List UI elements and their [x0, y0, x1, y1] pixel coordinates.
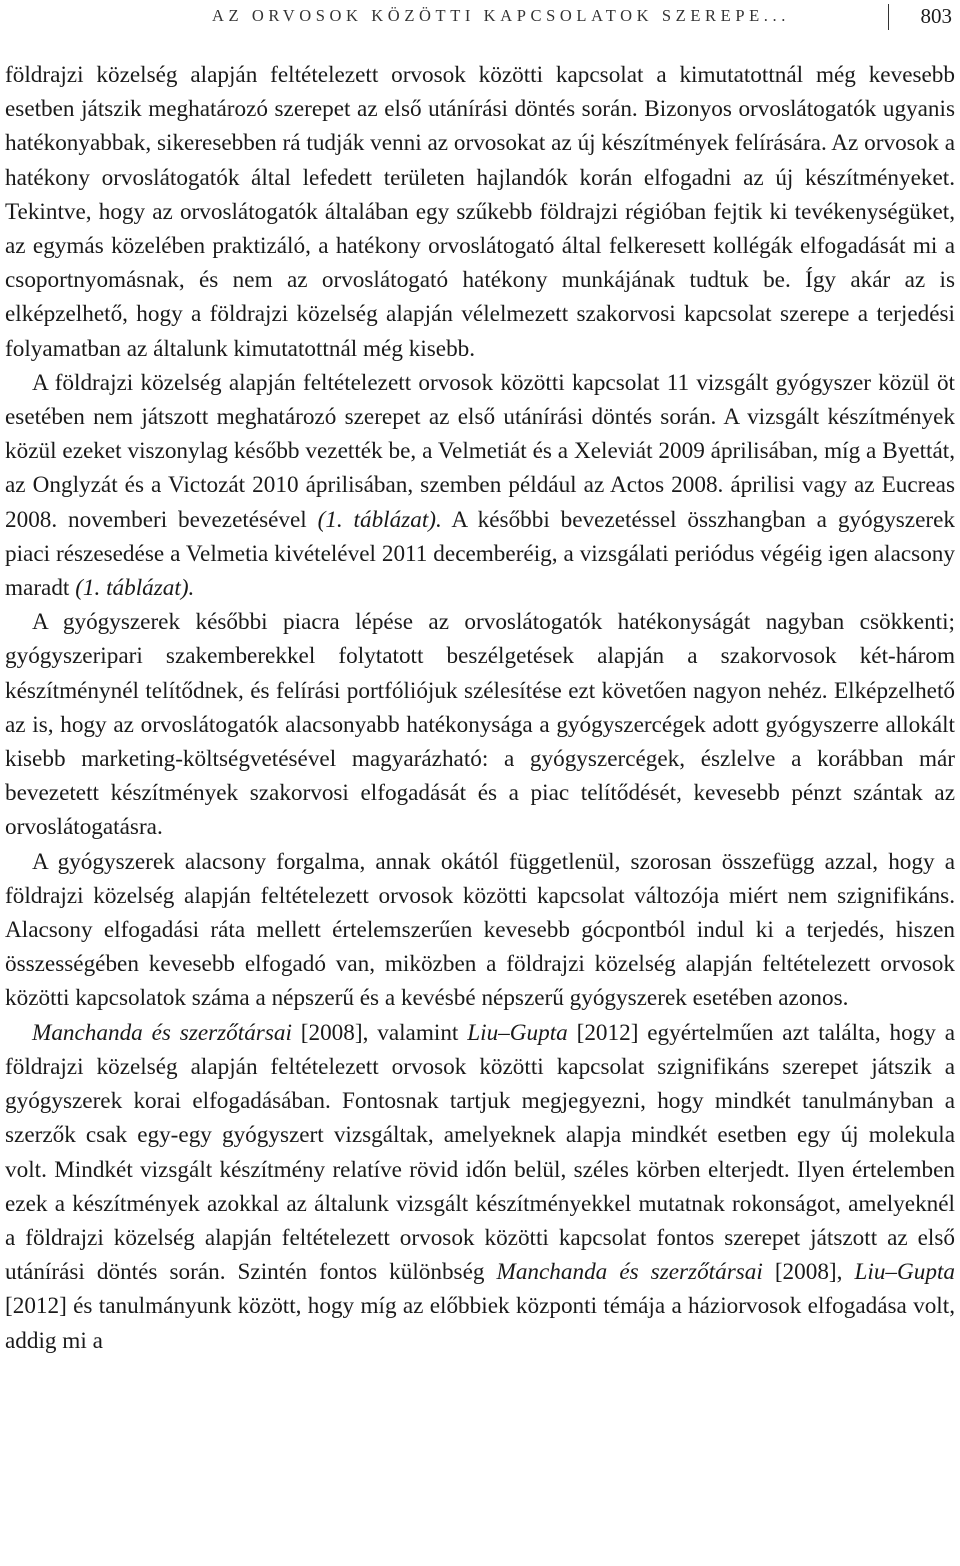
running-title: AZ ORVOSOK KÖZÖTTI KAPCSOLATOK SZEREPE... [212, 6, 790, 25]
citation-author: Manchanda és szerzőtársai [32, 1019, 292, 1046]
paragraph [5, 845, 955, 1016]
running-head [212, 4, 952, 30]
text-run: A gyógyszerek alacsony forgalma, annak okától függetlenül, szorosan összefügg azzal, hogy a földrajzi közelség alapján feltételezett orvosok közötti kapcsolat változója miért nem szignifikáns. Alacsony elfogadási ráta mellett értelemszerűen kevesebb gócpontból indul ki a terjedés, hiszen összességében kevesebb elfogadó van, miközben a földrajzi közelség alapján feltételezett orvosok közötti kapcsolatok száma a népszerű és a kevésbé népszerű gyógyszerek esetében azonos. [5, 848, 955, 1012]
text-run: A későbbi bevezetéssel összhangban a gyógyszerek piaci részesedése a Velmetia kivételével 2011 decemberéig, a vizsgálati periódus végéig igen alacsony maradt [5, 506, 955, 602]
text-run: [2012] és tanulmányunk között, hogy míg az előbbiek központi témája a háziorvosok elfogadása volt, addig mi a [5, 1293, 955, 1354]
text-run: A gyógyszerek későbbi piacra lépése az orvoslátogatók hatékonyságát nagyban csökkenti; gyógyszeripari szakemberekkel folytatott beszélgetések alapján a szakorvosok két-három készítménynél telítődnek, és felírási portfóliójuk szélesítése ezt követően nagyon nehéz. Elképzelhető az is, hogy az orvoslátogatók alacsonyabb hatékonysága a gyógyszercégek adott gyógyszerre allokált kisebb marketing-költségvetésével magyarázható: a gyógyszercégek, észlelve a korábban már bevezetett készítmények szakorvosi elfogadását és a piac telítődését, kevesebb pénzt szántak az orvoslátogatásra. [5, 609, 955, 841]
text-run: földrajzi közelség alapján feltételezett orvosok közötti kapcsolat a kimutatottnál még kevesebb esetben játszik meghatározó szerepet az első utánírási döntés során. Bizonyos orvoslátogatók ugyanis hatékonyabbak, sikeresebben rá tudják venni az orvosokat az új készítmények felírására. Az orvosok a hatékony orvoslátogatók által lefedett területen hajlandók korán elfogadni az új készítményeket. Tekintve, hogy az orvoslátogatók általában egy szűkebb földrajzi régióban fejtik ki tevékenységüket, az egymás közelében praktizáló, a hatékony orvoslátogató által felkeresett kollégák elfogadását mi a csoportnyomásnak, és nem az orvoslátogató hatékony munkájának tudtuk be. Így akár az is elképzelhető, hogy a földrajzi közelség alapján vélelmezett szakorvosi kapcsolat szerepe a terjedési folyamatban az általunk kimutatottnál még kisebb. [5, 62, 955, 362]
paragraph [5, 58, 955, 366]
text-run: [2008], [762, 1259, 855, 1286]
text-run: [2008], valamint [291, 1019, 468, 1046]
text-run: A földrajzi közelség alapján feltételezett orvosok közötti kapcsolat 11 vizsgált gyógyszer közül öt esetében nem játszott meghatározó szerepet az első utánírási döntés során. A vizsgált készítmények közül ezeket viszonylag később vezették be, a Velmetiát és a Xeleviát 2009 áprilisában, míg a Byettát, az Onglyzát és a Victozát 2010 áprilisában, szemben például az Actos 2008. áprilisi vagy az Eucreas 2008. novemberi bevezetésével [5, 369, 955, 533]
citation-author: Liu–Gupta [467, 1019, 568, 1046]
text-run: [2012] egyértelműen azt találta, hogy a földrajzi közelség alapján feltételezett orvosok közötti kapcsolat szignifikáns szerepet játszik a gyógyszerek korai elfogadásában. Fontosnak tartjuk megjegyezni, hogy mindkét tanulmányban a szerzők csak egy-egy gyógyszert vizsgáltak, amelyeknek alapja mindkét esetben egy új molekula volt. Mindkét vizsgált készítmény relatíve rövid időn belül, széles körben elterjedt. Ilyen értelemben ezek a készítmények azokkal az általunk vizsgált készítményekkel mutatnak rokonságot, amelyeknél a földrajzi közelség alapján feltételezett orvosok közötti kapcsolat fontos szerepet játszott az első utánírási döntés során. Szintén fontos különbség [5, 1019, 956, 1286]
table-reference: (1. táblázat). [317, 506, 442, 533]
body-text [5, 58, 955, 1358]
paragraph [5, 605, 955, 844]
page-number: 803 [920, 4, 952, 28]
table-reference: (1. táblázat). [75, 575, 195, 602]
paragraph [5, 366, 955, 605]
paragraph [5, 1016, 955, 1358]
header-divider [888, 4, 889, 30]
citation-author: Manchanda és szerzőtársai [496, 1259, 763, 1286]
citation-author: Liu–Gupta [854, 1259, 955, 1286]
